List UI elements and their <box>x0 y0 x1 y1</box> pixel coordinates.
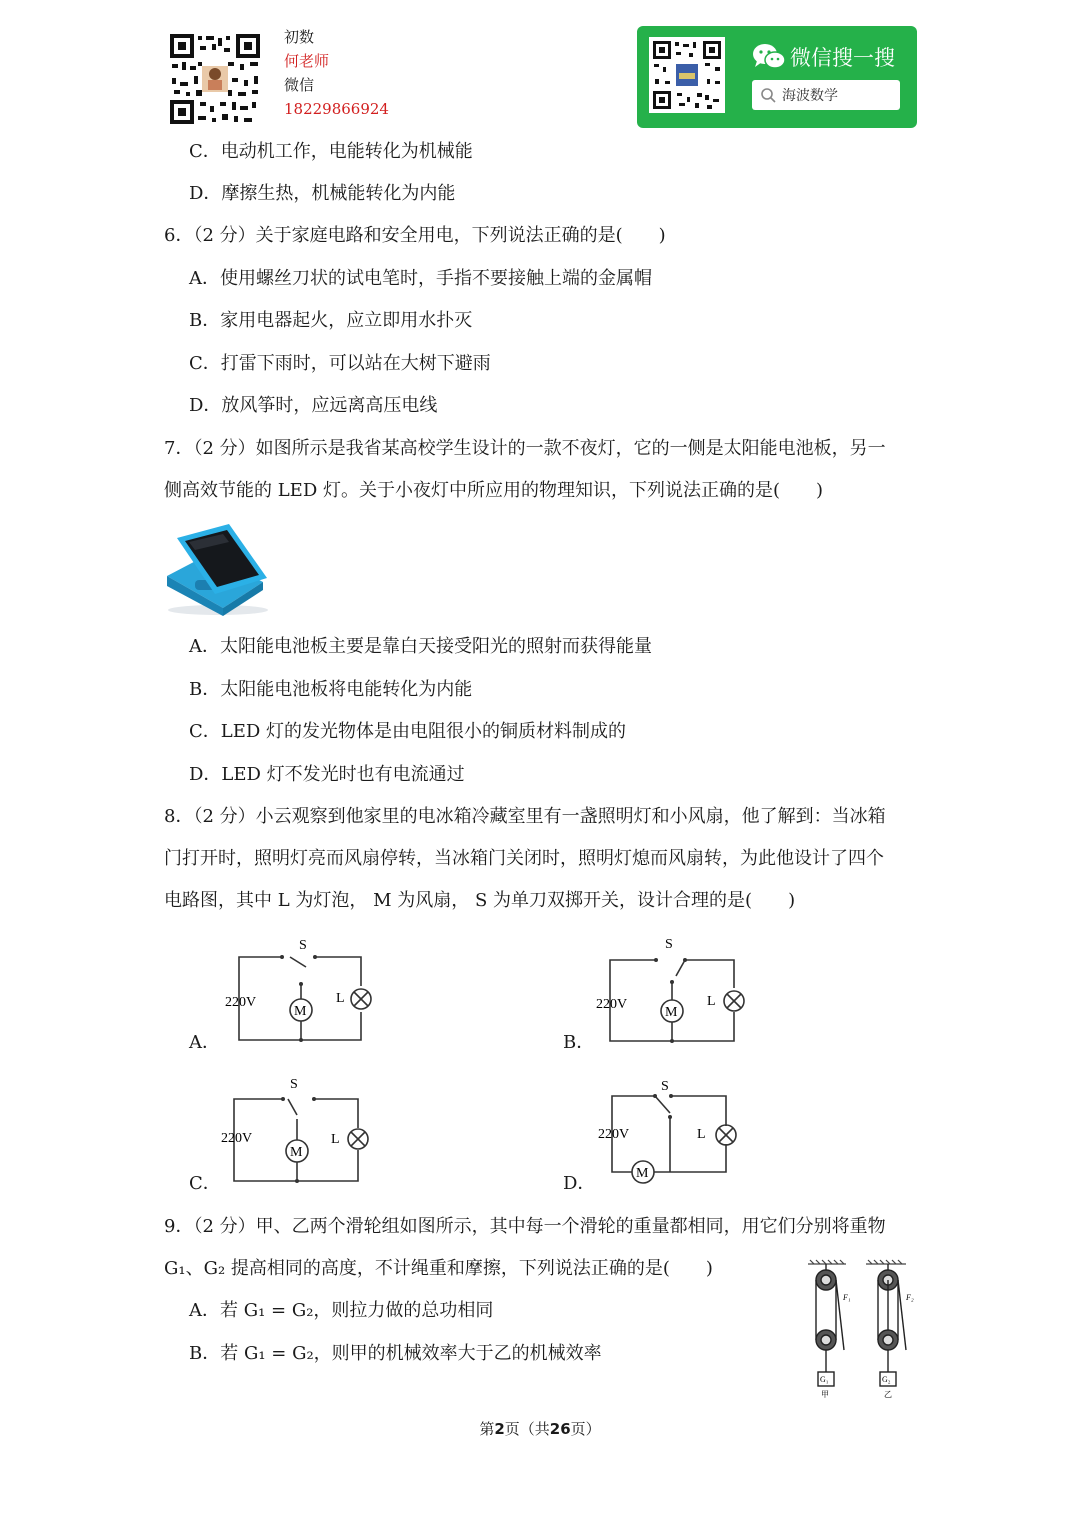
q7-option-c: C．LED 灯的发光物体是由电阻很小的铜质材料制成的 <box>189 721 627 742</box>
circuit-diagram-c <box>210 1070 390 1190</box>
weight-g1-label: G₁ <box>820 1375 829 1384</box>
q9-option-a: A．若 G₁ = G₂，则拉力做的总功相同 <box>189 1300 494 1321</box>
q8-stem-line-2: 门打开时，照明灯亮而风扇停转，当冰箱门关闭时，照明灯熄而风扇转，为此他设计了四个 <box>164 848 884 869</box>
pulley-systems-diagram <box>802 1258 926 1403</box>
circuit-b-switch-label: S <box>665 937 673 952</box>
q7-stem-line-1: 7．（2 分）如图所示是我省某高校学生设计的一款不夜灯，它的一侧是太阳能电池板，另一 <box>164 438 886 459</box>
pulley-label-yi: 乙 <box>884 1390 892 1399</box>
circuit-b-voltage-label: 220V <box>596 997 628 1012</box>
circuit-c-voltage-label: 220V <box>221 1131 253 1146</box>
q9-stem-line-2: G₁、G₂ 提高相同的高度，不计绳重和摩擦，下列说法正确的是( ) <box>164 1258 713 1279</box>
circuit-diagram-b <box>580 930 760 1050</box>
q6-stem: 6．（2 分）关于家庭电路和安全用电，下列说法正确的是( ) <box>164 225 666 246</box>
q7-option-d: D．LED 灯不发光时也有电流通过 <box>189 764 465 785</box>
wechat-search-title: 微信搜一搜 <box>790 46 895 70</box>
circuit-c-lamp-label: L <box>331 1132 340 1147</box>
q5-option-d: D．摩擦生热，机械能转化为内能 <box>189 183 456 204</box>
q8-stem-line-3: 电路图，其中 L 为灯泡， M 为风扇， S 为单刀双掷开关，设计合理的是( ) <box>164 890 796 911</box>
circuit-option-c-label: C． <box>189 1173 221 1194</box>
q9-option-b: B．若 G₁ = G₂，则甲的机械效率大于乙的机械效率 <box>189 1343 602 1364</box>
q7-option-a: A．太阳能电池板主要是靠白天接受阳光的照射而获得能量 <box>189 636 652 657</box>
teacher-phone: 18229866924 <box>284 100 389 118</box>
circuit-c-switch-label: S <box>290 1077 298 1092</box>
wechat-logo-icon <box>752 43 786 71</box>
page-footer <box>0 1418 1080 1439</box>
footer-total-pages: 26 <box>549 1420 571 1438</box>
circuit-c-motor-label: M <box>290 1145 303 1160</box>
teacher-info-line-3: 微信 <box>284 76 315 94</box>
teacher-qr-code <box>168 32 262 126</box>
circuit-diagram-a <box>210 930 390 1050</box>
footer-prefix: 第 <box>479 1420 495 1438</box>
circuit-option-b-label: B． <box>563 1032 595 1053</box>
circuit-option-d-label: D． <box>563 1173 596 1194</box>
circuit-d-motor-label: M <box>636 1166 649 1181</box>
circuit-d-voltage-label: 220V <box>598 1127 630 1142</box>
force-f2-label: F₂ <box>906 1293 914 1302</box>
q5-option-c: C．电动机工作，电能转化为机械能 <box>189 141 473 162</box>
teacher-name: 何老师 <box>284 52 330 70</box>
solar-night-light-image <box>163 520 273 616</box>
q8-stem-line-1: 8．（2 分）小云观察到他家里的电冰箱冷藏室里有一盏照明灯和小风扇，他了解到：当冰箱 <box>164 806 886 827</box>
weight-g2-label: G₂ <box>882 1375 891 1384</box>
circuit-diagram-d <box>580 1070 760 1195</box>
teacher-info-line-1: 初数 <box>284 28 315 46</box>
force-f1-label: F₁ <box>843 1293 851 1302</box>
circuit-option-a-label: A． <box>189 1032 220 1053</box>
q7-option-b: B．太阳能电池板将电能转化为内能 <box>189 679 473 700</box>
q6-option-b: B．家用电器起火，应立即用水扑灭 <box>189 310 473 331</box>
wechat-qr-code <box>649 37 725 113</box>
circuit-a-voltage-label: 220V <box>225 995 257 1010</box>
search-icon <box>760 87 776 103</box>
circuit-a-motor-label: M <box>294 1004 307 1019</box>
pulley-label-jia: 甲 <box>821 1390 829 1399</box>
circuit-a-lamp-label: L <box>336 991 345 1006</box>
circuit-a-switch-label: S <box>299 938 307 953</box>
circuit-b-motor-label: M <box>665 1005 678 1020</box>
q7-stem-line-2: 侧高效节能的 LED 灯。关于小夜灯中所应用的物理知识，下列说法正确的是( ) <box>164 480 824 501</box>
q9-stem-line-1: 9．（2 分）甲、乙两个滑轮组如图所示，其中每一个滑轮的重量都相同，用它们分别将重物 <box>164 1216 886 1237</box>
q6-option-a: A．使用螺丝刀状的试电笔时，手指不要接触上端的金属帽 <box>189 268 652 289</box>
wechat-search-keyword: 海波数学 <box>782 88 838 104</box>
circuit-d-lamp-label: L <box>697 1127 706 1142</box>
wechat-search-field <box>752 80 900 110</box>
circuit-d-switch-label: S <box>661 1079 669 1094</box>
q6-option-c: C．打雷下雨时，可以站在大树下避雨 <box>189 353 491 374</box>
footer-mid: 页（共 <box>504 1420 550 1438</box>
circuit-b-lamp-label: L <box>707 994 716 1009</box>
q6-option-d: D．放风筝时，应远离高压电线 <box>189 395 438 416</box>
footer-suffix: 页） <box>570 1420 601 1438</box>
footer-page-number: 2 <box>494 1420 505 1438</box>
